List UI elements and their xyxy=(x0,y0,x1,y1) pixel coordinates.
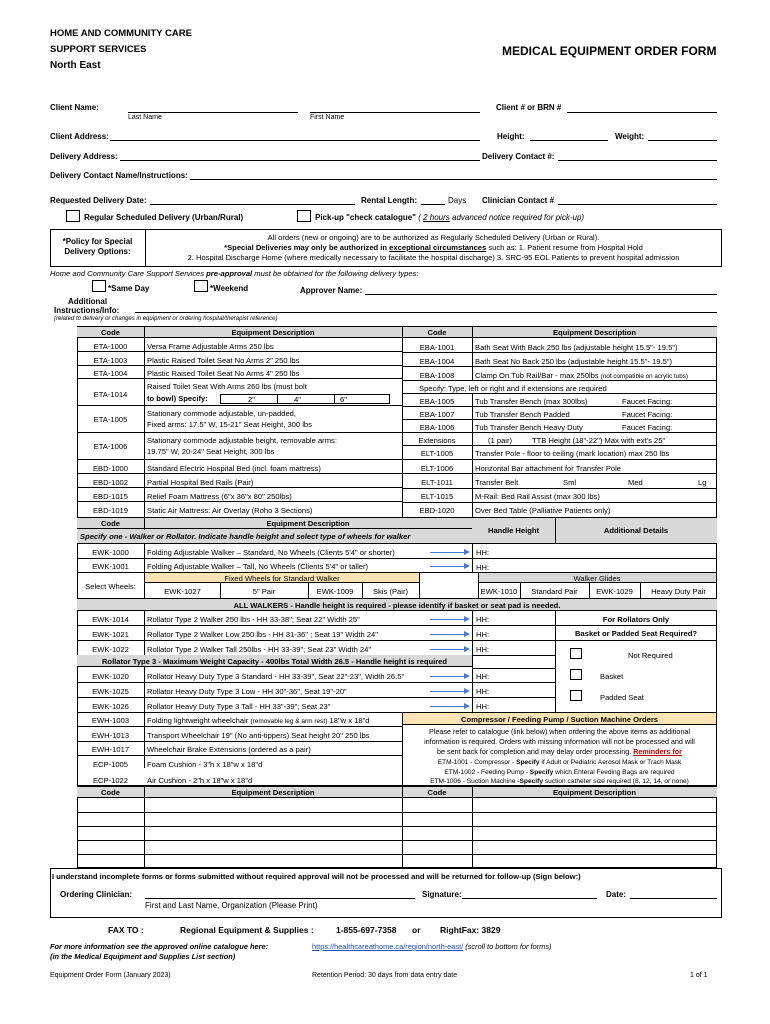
delivery-contact-label: Delivery Contact #: xyxy=(482,152,555,161)
additional-note: (related to delivery or changes in equipment or ordering hospital/therapist reference) xyxy=(54,316,278,322)
faucet-facing: Faucet Facing: xyxy=(622,410,673,419)
misc-desc: Transport Wheelchair 19" (No anti-tippers) Seat height 20" 250 lbs xyxy=(147,731,370,740)
height-line[interactable] xyxy=(530,140,608,141)
right-item-code: EBA-1004 xyxy=(419,357,455,366)
option-6-inch[interactable]: 6" xyxy=(340,395,347,404)
catalogue-link[interactable]: https://healthcareathome.ca/region/north-east/ xyxy=(312,942,464,951)
row-line xyxy=(77,755,402,756)
arrow-icon xyxy=(430,552,468,553)
policy-text-line2-post: such as: 1. Patient resume from Hospital Hold xyxy=(486,243,643,252)
option-4-inch[interactable]: 4" xyxy=(294,395,301,404)
rollator3-code: EWK-1020 xyxy=(92,672,129,681)
approval-note-post: must be obtained for the following delivery types: xyxy=(252,269,419,278)
reminder-1 xyxy=(403,758,716,768)
rollator3-desc: Rollator Heavy Duty Type 3 Low - HH 30"-36", Seat 19"-20" xyxy=(147,687,347,696)
row-line xyxy=(402,502,717,503)
rollator3-code: EWK-1025 xyxy=(92,687,129,696)
misc-desc: Foam Cushion - 3"h x 18"w x 18"d xyxy=(147,760,263,769)
fixed-wheels-title: Fixed Wheels for Standard Walker xyxy=(224,574,340,583)
policy-label xyxy=(50,237,145,257)
rightfax: RightFax: 3829 xyxy=(440,925,501,935)
pickup-note-pre: ( xyxy=(418,213,424,222)
compressor-reminders-list xyxy=(403,758,716,787)
pickup-note-post: advanced notice required for pick-up) xyxy=(449,213,585,222)
client-brn-line[interactable] xyxy=(567,112,717,113)
wheel-code: EWK-1027 xyxy=(164,587,201,596)
region-name: North East xyxy=(50,60,101,71)
client-name-label: Client Name: xyxy=(50,103,99,112)
requested-date-label: Requested Delivery Date: xyxy=(50,196,147,205)
reminder-1-b: Specify xyxy=(516,759,540,766)
reminder-2-post: which Enteral Feeding Bags are required xyxy=(553,768,675,776)
row-line xyxy=(77,432,402,433)
divider xyxy=(555,611,556,713)
faucet-facing: Faucet Facing: xyxy=(622,397,673,406)
divider-upper-1 xyxy=(144,326,145,517)
client-address-label: Client Address: xyxy=(50,132,109,141)
blank-header-desc-left: Equipment Description xyxy=(231,788,315,797)
left-item-desc: Static Air Mattress: Air Overlay (Roho 3 Sections) xyxy=(147,506,313,515)
arrow-icon xyxy=(430,566,468,567)
arrow-icon xyxy=(430,691,468,692)
height-label: Height: xyxy=(497,132,525,141)
divider xyxy=(144,611,145,655)
right-item-code: ELT-1015 xyxy=(420,492,454,501)
regional-label: Regional Equipment & Supplies : xyxy=(180,925,314,935)
right-item-desc: Over Bed Table (Palliative Patients only) xyxy=(475,506,611,515)
row-line xyxy=(402,445,717,446)
regular-delivery-checkbox[interactable] xyxy=(66,210,80,222)
blank-header-code-left: Code xyxy=(101,788,120,797)
row-line xyxy=(77,501,402,502)
additional-label-line2: Instructions/Info: xyxy=(54,306,120,315)
delivery-instructions-line[interactable] xyxy=(190,179,717,180)
delivery-instructions-label: Delivery Contact Name/Instructions: xyxy=(50,171,188,180)
rollator3-hh[interactable]: HH: xyxy=(476,687,490,696)
compressor-line1: Please refer to catalogue (link below) when ordering the above items as additional xyxy=(429,727,690,736)
right-item-desc: Tub Transfer Bench Padded xyxy=(475,410,570,419)
divider xyxy=(419,572,420,598)
row-line xyxy=(77,405,402,406)
approver-label: Approver Name: xyxy=(300,286,363,295)
belt-size-sml[interactable]: Sml xyxy=(563,478,577,487)
rollator3-hh[interactable]: HH: xyxy=(476,702,490,711)
misc-desc-main: Folding lightweight wheelchair xyxy=(147,716,249,725)
ttb-height: TTB Height (18"-22") Max with ext's 25" xyxy=(532,436,666,445)
faucet-facing: Faucet Facing: xyxy=(622,423,673,432)
misc-code: EWH-1017 xyxy=(91,745,130,754)
blank-row-line[interactable] xyxy=(77,854,717,855)
misc-desc-post: 18"w x 18"d xyxy=(327,716,370,725)
pickup-label-row xyxy=(315,213,584,222)
catalogue-link-row xyxy=(312,942,552,951)
basket-checkbox[interactable] xyxy=(570,669,582,680)
right-item-desc: Bath Seat With Back 250 lbs (adjustable height 15.5"- 19.5") xyxy=(475,343,678,352)
left-item-desc: Versa Frame Adjustable Arms 250 lbs xyxy=(147,342,274,351)
fax-phone: 1-855-697-7358 xyxy=(336,925,397,935)
ordering-clinician-line[interactable] xyxy=(145,898,415,899)
rollator3-desc: Rollator Heavy Duty Type 3 Standard - HH 33-39", Seat 22"-23", Width 26.5" xyxy=(147,672,405,681)
first-name-caption: First Name xyxy=(310,114,345,121)
understand-note: I understand incomplete forms or forms submitted without required approval will not be processed and will be returned for follow-up (Sign below:) xyxy=(52,872,581,881)
date-label: Date: xyxy=(606,890,627,899)
divider xyxy=(144,786,145,868)
option-divider xyxy=(277,394,278,404)
right-item-desc xyxy=(475,371,688,381)
divider xyxy=(402,786,403,868)
not-required-label: Not Required xyxy=(628,651,673,660)
row-line xyxy=(77,682,555,683)
padded-seat-label: Padded Seat xyxy=(600,693,644,702)
rollator3-desc: Rollator Heavy Duty Type 3 Tall - HH 33"-39"; Seat 23" xyxy=(147,702,331,711)
left-item-code: ETA-1005 xyxy=(93,415,128,424)
row-line xyxy=(402,459,717,460)
blank-row-line[interactable] xyxy=(77,826,717,827)
wheel-option[interactable]: 5" Pair xyxy=(252,587,276,596)
right-item-desc: Transfer Pole - floor to ceiling (mark location) max 250 lbs xyxy=(475,449,670,458)
belt-size-med[interactable]: Med xyxy=(628,478,643,487)
handle-height-label: Handle Height xyxy=(487,526,540,535)
right-item-code: EBA-1007 xyxy=(419,410,455,419)
walker-code: EWK-1001 xyxy=(92,562,129,571)
left-item-code: ETA-1006 xyxy=(93,442,128,451)
left-item-code: EBD-1002 xyxy=(92,478,129,487)
compressor-line3-text: be sent back for completion and may delay order processing. xyxy=(437,747,632,756)
row-line xyxy=(77,741,402,742)
approval-note-pre: Home and Community Care Support Services xyxy=(50,269,207,278)
glide-code: EWK-1010 xyxy=(480,587,518,596)
wheel-option[interactable]: Skis (Pair) xyxy=(372,587,409,596)
approval-note xyxy=(50,269,418,278)
pickup-checkbox[interactable] xyxy=(297,210,311,222)
left-item-desc: Standard Electric Hospital Bed (incl. foam mattress) xyxy=(147,464,321,473)
policy-label-line2: Delivery Options: xyxy=(64,247,131,256)
org-name-line1: HOME AND COMMUNITY CARE xyxy=(50,28,192,39)
row-line xyxy=(402,432,717,433)
same-day-label: *Same Day xyxy=(108,284,150,293)
compressor-line2: information is required. Orders with missing information will not be processed and will xyxy=(424,737,695,746)
left-item-desc: Stationary commode adjustable height, removable arms: xyxy=(147,436,337,445)
rollator-desc: Rollator Type 2 Walker 250 lbs - HH 33-38"; Seat 22" Width 25" xyxy=(147,615,360,624)
additional-details-label: Additional Details xyxy=(603,526,669,535)
right-item-code: EBD-1020 xyxy=(419,506,455,515)
row-line xyxy=(77,459,402,460)
row-line xyxy=(77,378,402,379)
right-item-desc: Transfer Belt xyxy=(475,478,519,487)
policy-text-line1: All orders (new or ongoing) are to be authorized as Regularly Scheduled Delivery (Urban or Rural). xyxy=(267,233,600,242)
header-desc-left: Equipment Description xyxy=(231,328,315,337)
policy-text xyxy=(145,233,722,263)
delivery-address-line[interactable] xyxy=(120,160,480,161)
org-name-line2: SUPPORT SERVICES xyxy=(50,44,147,55)
basket-label: Basket xyxy=(600,672,624,681)
rollator-type3-note: Rollator Type 3 - Maximum Weight Capacity - 400lbs Total Width 26.5 - Handle height is required xyxy=(101,657,448,666)
row-line xyxy=(77,625,555,626)
right-item-code: Extensions xyxy=(418,436,456,445)
arrow-icon xyxy=(430,634,468,635)
misc-code: EWH-1013 xyxy=(91,731,130,740)
more-info-line2: (in the Medical Equipment and Supplies List section) xyxy=(50,952,236,961)
rollator-hh[interactable]: HH: xyxy=(476,645,490,654)
misc-desc-small: (removable leg & arm rest) xyxy=(250,718,328,725)
walker-hh[interactable]: HH: xyxy=(476,563,490,572)
left-item-code: EBD-1000 xyxy=(92,464,129,473)
reminder-3-post: suction catheter size required (8, 12, 14, or none) xyxy=(543,778,689,785)
arrow-icon xyxy=(430,649,468,650)
right-item-code: EBA-1008 xyxy=(419,371,455,380)
first-last-caption: First and Last Name, Organization (Please Print) xyxy=(145,901,318,910)
left-item-code: EBD-1019 xyxy=(92,506,129,515)
walker-desc: Folding Adjustable Walker – Standard, No Wheels (Clients 5'4" or shorter) xyxy=(147,548,395,557)
last-name-caption: Last Name xyxy=(128,114,162,121)
misc-desc xyxy=(147,716,370,726)
reminder-3-pre: ETM-1006 - Suction Machine - xyxy=(430,778,520,785)
rollator-code: EWK-1014 xyxy=(92,615,129,624)
header-code-right: Code xyxy=(427,328,447,337)
row-line xyxy=(77,726,402,727)
compressor-reminders: Reminders for xyxy=(633,747,682,756)
blank-header-desc-right: Equipment Description xyxy=(552,788,637,797)
row-line xyxy=(77,351,402,352)
left-item-code: ETA-1000 xyxy=(93,342,128,351)
same-day-checkbox[interactable] xyxy=(92,280,106,292)
right-item-code: ELT-1006 xyxy=(420,464,454,473)
right-item-code: ELT-1011 xyxy=(421,478,453,487)
left-item-desc: Stationary commode adjustable, un-padded, xyxy=(147,409,297,418)
form-title: MEDICAL EQUIPMENT ORDER FORM xyxy=(502,44,717,58)
misc-code: ECP-1022 xyxy=(92,776,129,785)
catalogue-link-note: (scroll to bottom for forms) xyxy=(465,942,552,951)
left-item-desc: Relief Foam Mattress (6"x 36"x 80" 250lbs) xyxy=(147,492,292,501)
blank-entry-table xyxy=(77,786,717,868)
delivery-contact-line[interactable] xyxy=(558,160,717,161)
glide-code: EWK-1029 xyxy=(596,587,633,596)
retention-period: Retention Period: 30 days from data entry date xyxy=(312,972,458,979)
reminder-2-pre: ETM-1002 - Feeding Pump - xyxy=(444,768,530,776)
seat-height-options xyxy=(220,394,390,404)
blank-row-line[interactable] xyxy=(77,840,717,841)
row-line xyxy=(77,365,402,366)
all-walkers-note: ALL WALKERS - Handle height is required - please identify if basket or seat pad is needed. xyxy=(233,601,561,610)
rollator-hh[interactable]: HH: xyxy=(476,615,490,624)
right-item-desc-main: Clamp On Tub Rail/Bar - max 250lbs xyxy=(475,371,599,380)
policy-text-line2 xyxy=(145,243,722,253)
left-item-code: ETA-1003 xyxy=(93,356,128,365)
rollator-options-title: For Rollators Only xyxy=(602,615,670,624)
left-item-desc: Raised Toilet Seat With Arms 260 lbs (must bolt xyxy=(147,382,307,391)
left-item-desc: Plastic Raised Toilet Seat No Arms 2" 250 lbs xyxy=(147,356,300,365)
walker-header-desc: Equipment Description xyxy=(266,519,350,528)
page-number: 1 of 1 xyxy=(690,972,708,979)
header-code-left: Code xyxy=(101,328,120,337)
right-item-desc: Bath Seat No Back 250 lbs (adjustable height 15.5"- 19.5") xyxy=(475,357,673,366)
approver-line[interactable] xyxy=(365,294,717,295)
arrow-icon xyxy=(430,706,468,707)
rollator-options-question: Basket or Padded Seat Required? xyxy=(575,629,697,638)
walker-header-code: Code xyxy=(101,519,120,528)
right-item-desc: M-Rail: Bed Rail Assist (max 300 lbs) xyxy=(475,492,600,501)
row-line xyxy=(555,640,717,641)
right-item-desc: (1 pair) xyxy=(488,436,513,445)
wheel-code: EWK-1009 xyxy=(316,587,354,596)
left-item-desc2: 19.75" W, 20-24" Seat Height, 300 lbs xyxy=(147,447,275,456)
row-line xyxy=(555,625,717,626)
row-line xyxy=(77,473,402,474)
reminder-3-b: Specify xyxy=(519,778,543,785)
pickup-label: Pick-up "check catalogue" xyxy=(315,213,416,222)
walker-desc: Folding Adjustable Walker – Tall, No Wheels (Clients 5'4" or taller) xyxy=(147,562,369,571)
specify-type-note: Specify: Type, left or right and if extensions are required xyxy=(419,384,607,393)
not-required-checkbox[interactable] xyxy=(570,648,582,659)
walker-specify-note: Specify one - Walker or Rollator. Indicate handle height and select type of wheels for walker xyxy=(80,532,411,541)
regular-delivery-label: Regular Scheduled Delivery (Urban/Rural) xyxy=(84,213,244,222)
rental-length-line[interactable] xyxy=(421,204,445,205)
left-item-desc2: to bowl) Specify: xyxy=(147,394,208,403)
first-name-line[interactable] xyxy=(310,112,480,113)
left-item-code: EBD-1015 xyxy=(92,492,129,501)
reminder-1-post: if Adult or Pediatric Aerosol Mask or Trach Mask xyxy=(539,759,682,766)
reminder-2-b: Specify xyxy=(529,768,554,776)
more-info-line1: For more information see the approved online catalogue here: xyxy=(50,942,269,951)
right-item-desc: Horizontal Bar attachment for Transfer Pole xyxy=(475,464,622,473)
policy-text-line2-pre: *Special Deliveries may only be authorized in xyxy=(224,243,390,252)
row-line xyxy=(402,473,717,474)
right-item-desc: Tub Transfer Bench Heavy Duty xyxy=(475,423,583,432)
policy-text-line3: 2. Hospital Discharge Home (where medically necessary to facilitate the hospital discharge) 3. SRC-95 EOL Patients to prevent hospital admission xyxy=(187,253,680,262)
right-item-code: EBA-1006 xyxy=(419,423,455,432)
row-line xyxy=(402,366,717,367)
arrow-icon xyxy=(430,676,468,677)
left-item-desc: Partial Hospital Bed Rails (Pair) xyxy=(147,478,254,487)
row-line xyxy=(77,487,402,488)
clinician-contact-line[interactable] xyxy=(558,204,717,205)
rollator-code: EWK-1021 xyxy=(92,630,129,639)
reminder-2 xyxy=(403,768,716,778)
row-line xyxy=(77,640,555,641)
last-name-line[interactable] xyxy=(128,112,298,113)
client-address-line[interactable] xyxy=(110,140,480,141)
row-line xyxy=(402,393,717,394)
row-line xyxy=(472,668,555,669)
signature-label: Signature: xyxy=(422,890,462,899)
padded-seat-checkbox[interactable] xyxy=(570,690,582,701)
approval-note-bold: pre-approval xyxy=(206,269,253,278)
row-line xyxy=(77,558,717,559)
blank-header-code-right: Code xyxy=(427,788,447,797)
right-item-code: EBA-1001 xyxy=(419,343,455,352)
right-item-code: ELT-1005 xyxy=(420,449,454,458)
compressor-title: Compressor / Feeding Pump / Suction Machine Orders xyxy=(460,715,659,724)
row-line xyxy=(402,488,717,489)
days-label: Days xyxy=(448,196,467,205)
form-version: Equipment Order Form (January 2023) xyxy=(50,972,171,979)
compressor-text xyxy=(403,727,716,757)
requested-date-line[interactable] xyxy=(150,204,355,205)
walker-code: EWK-1000 xyxy=(92,548,129,557)
arrow-icon xyxy=(430,619,468,620)
row-line xyxy=(402,406,717,407)
additional-label-line1: Additional xyxy=(68,297,108,306)
walker-glides-title: Walker Glides xyxy=(573,574,621,583)
misc-code: ECP-1005 xyxy=(92,760,129,769)
blank-row-line[interactable] xyxy=(77,812,717,813)
misc-desc: Wheelchair Brake Extensions (ordered as a pair) xyxy=(147,745,311,754)
delivery-address-label: Delivery Address: xyxy=(50,152,118,161)
policy-label-line1: *Policy for Special xyxy=(62,237,133,246)
misc-code: EWH-1003 xyxy=(91,716,130,725)
header-desc-right: Equipment Description xyxy=(552,328,637,337)
glide-option[interactable]: Heavy Duty Pair xyxy=(651,587,706,596)
rollator3-code: EWK-1026 xyxy=(92,702,129,711)
weight-label: Weight: xyxy=(615,132,645,141)
option-divider xyxy=(334,394,335,404)
row-line xyxy=(402,352,717,353)
left-item-desc: Plastic Raised Toilet Seat No Arms 4" 250 lbs xyxy=(147,369,300,378)
client-brn-label: Client # or BRN # xyxy=(496,103,562,112)
fax-or: or xyxy=(412,925,421,935)
rollator3-hh[interactable]: HH: xyxy=(476,672,490,681)
divider xyxy=(472,786,473,868)
additional-instructions-line[interactable] xyxy=(135,312,717,313)
clinician-contact-label: Clinician Contact # xyxy=(482,196,555,205)
weight-line[interactable] xyxy=(648,140,717,141)
date-line[interactable] xyxy=(630,898,717,899)
weekend-label: *Weekend xyxy=(210,284,249,293)
glide-option[interactable]: Standard Pair xyxy=(531,587,578,596)
rollator-hh[interactable]: HH: xyxy=(476,630,490,639)
weekend-checkbox[interactable] xyxy=(194,280,208,292)
ordering-clinician-label: Ordering Clinician: xyxy=(60,890,133,899)
right-item-code: EBA-1005 xyxy=(419,397,455,406)
rollator-code: EWK-1022 xyxy=(92,645,129,654)
rollator-desc: Rollator Type 2 Walker Low 250 lbs - HH 31-36" ; Seat 19" Width 24" xyxy=(147,630,378,639)
right-item-desc: Tub Transfer Bench (max 300lbs) xyxy=(475,397,588,406)
policy-text-line2-u: exceptional circumstances xyxy=(389,243,487,252)
left-item-code: ETA-1004 xyxy=(93,369,128,378)
divider xyxy=(144,517,145,530)
walker-hh[interactable]: HH: xyxy=(476,548,490,557)
pickup-note-hours: 2 hours xyxy=(423,213,450,222)
compressor-line3 xyxy=(403,747,716,757)
fax-to-label: FAX TO : xyxy=(108,925,144,935)
left-item-code: ETA-1014 xyxy=(93,390,128,399)
signature-line[interactable] xyxy=(462,898,597,899)
right-item-desc-small: (not compatible on acrylic tubs) xyxy=(600,373,688,380)
misc-desc: Air Cushion - 2"h x 18"w x 18"d xyxy=(147,776,253,785)
rental-length-label: Rental Length: xyxy=(361,196,417,205)
row-line xyxy=(402,419,717,420)
rollator-desc: Rollator Type 2 Walker Tall 250lbs - HH 33-39"; Seat 23" Width 24" xyxy=(147,645,372,654)
row-line xyxy=(77,697,555,698)
option-2-inch[interactable]: 2" xyxy=(248,395,255,404)
belt-size-lg[interactable]: Lg xyxy=(698,478,707,487)
reminder-1-pre: ETM-1001 - Compressor - xyxy=(437,759,517,766)
select-wheels-label: Select Wheels: xyxy=(85,582,136,591)
left-item-desc2: Fixed arms: 17.5" W, 15-21" Seat Height, 300 lbs xyxy=(147,420,312,429)
